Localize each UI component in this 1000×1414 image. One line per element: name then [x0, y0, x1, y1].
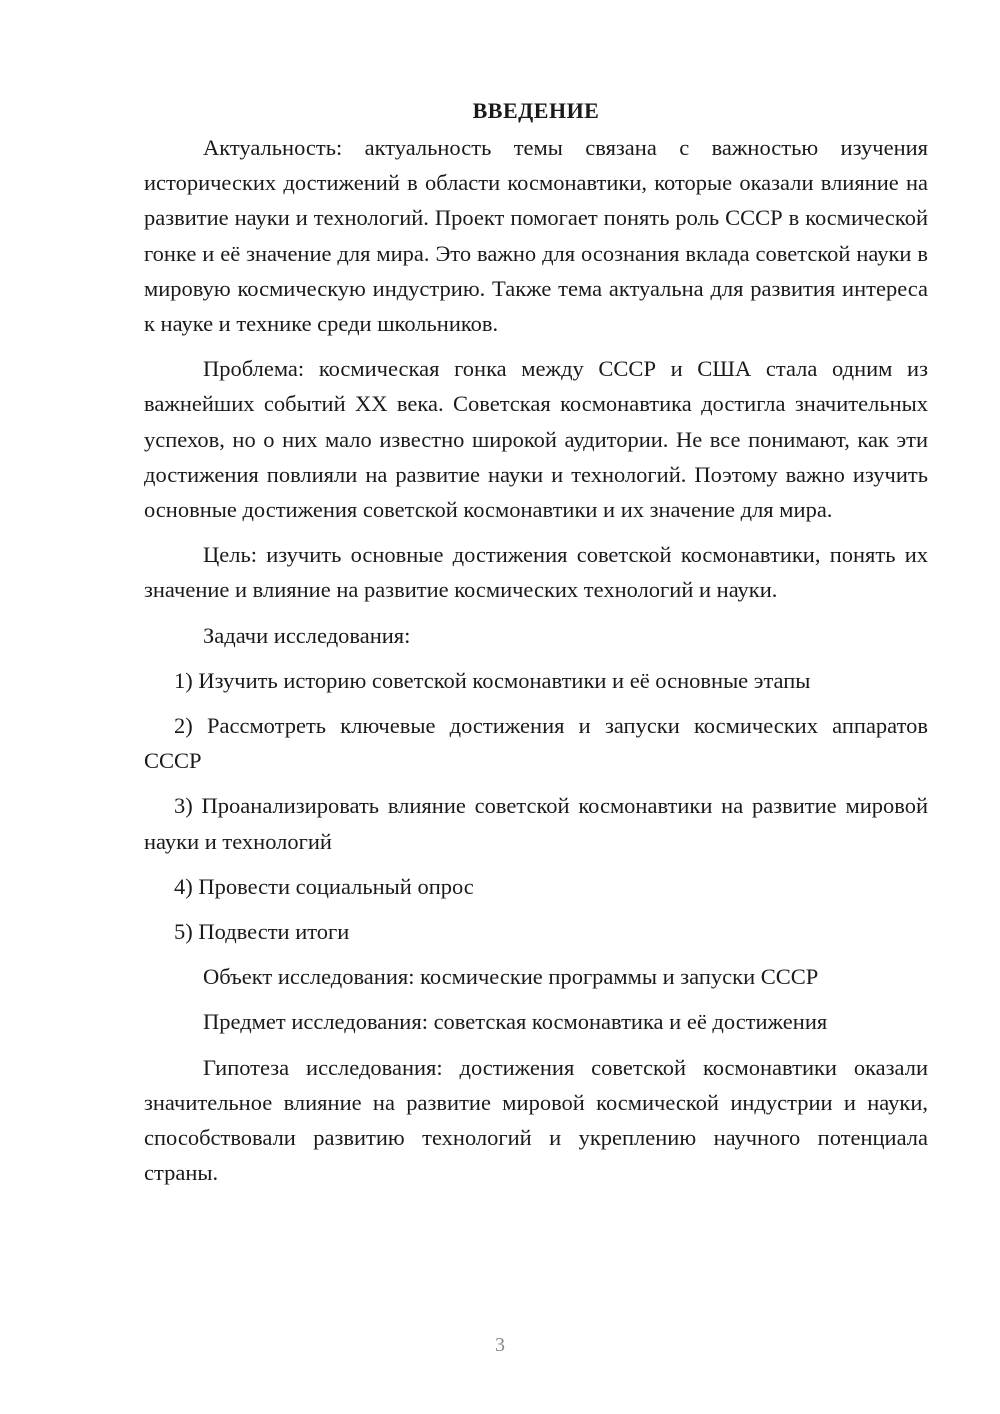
- relevance-paragraph: Актуальность: актуальность темы связана с важностью изучения исторических достижений в области космонавтики, которые оказали влияние на развитие науки и технологий. Проект помогает понять роль СССР в космической гонке и её значение для мира. Это важно для осознания вклада советской науки в мировую космическую индустрию. Также тема актуальна для развития интереса к науке и технике среди школьников.: [144, 135, 928, 337]
- page-number: 3: [495, 1334, 505, 1356]
- object-paragraph: Объект исследования: космические программы и запуски СССР: [203, 964, 819, 990]
- task-item-4: 4) Провести социальный опрос: [174, 873, 474, 899]
- task-item-1: 1) Изучить историю советской космонавтики и её основные этапы: [174, 667, 811, 693]
- hypothesis-paragraph: Гипотеза исследования: достижения советской космонавтики оказали значительное влияние на развитие мировой космической индустрии и науки, способствовали развитию технологий и укреплению научного потенциала страны.: [144, 1054, 928, 1186]
- task-item-5: 5) Подвести итоги: [174, 919, 350, 945]
- task-item-3: 3) Проанализировать влияние советской космонавтики на развитие мировой науки и технологий: [144, 793, 928, 854]
- tasks-heading: Задачи исследования:: [203, 622, 411, 648]
- subject-paragraph: Предмет исследования: советская космонавтика и её достижения: [203, 1009, 828, 1035]
- document-page: [144, 96, 928, 1190]
- problem-paragraph: Проблема: космическая гонка между СССР и США стала одним из важнейших событий XX века. Советская космонавтика достигла значительных успехов, но о них мало известно широкой аудитории. Не все понимают, как эти достижения повлияли на развитие науки и технологий. Поэтому важно изучить основные достижения советской космонавтики и их значение для мира.: [144, 356, 928, 523]
- task-item-2: 2) Рассмотреть ключевые достижения и запуски космических аппаратов СССР: [144, 713, 928, 774]
- goal-paragraph: Цель: изучить основные достижения советской космонавтики, понять их значение и влияние на развитие космических технологий и науки.: [144, 542, 928, 603]
- section-title: ВВЕДЕНИЕ: [472, 98, 600, 123]
